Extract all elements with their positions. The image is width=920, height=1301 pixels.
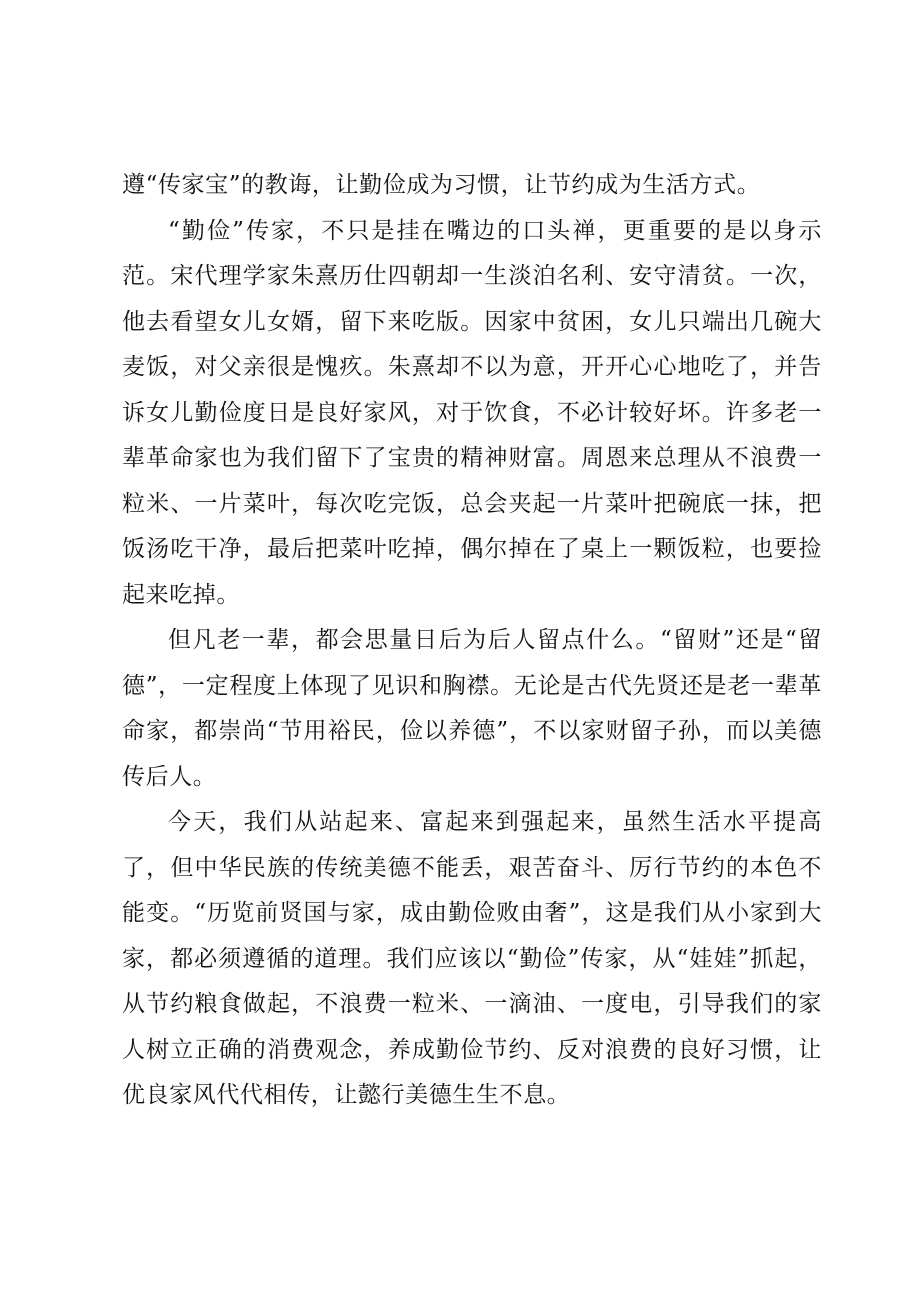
document-body [122, 163, 822, 1119]
paragraph-today: 今天，我们从站起来、富起来到强起来，虽然生活水平提高了，但中华民族的传统美德不能丢，艰苦奋斗、厉行节约的本色不能变。“历览前贤国与家，成由勤俭败由奢”，这是我们从小家到大家，都必须遵循的道理。我们应该以“勤俭”传家，从“娃娃”抓起，从节约粮食做起，不浪费一粒米、一滴油、一度电，引导我们的家人树立正确的消费观念，养成勤俭节约、反对浪费的良好习惯，让优良家风代代相传，让懿行美德生生不息。 [122, 809, 822, 1108]
paragraph-zhu-xi: “勤俭”传家，不只是挂在嘴边的口头禅，更重要的是以身示范。宋代理学家朱熹历仕四朝却一生淡泊名利、安守清贫。一次，他去看望女儿女婿，留下来吃版。因家中贫困，女儿只端出几碗大麦饭，对父亲很是愧疚。朱熹却不以为意，开开心心地吃了，并告诉女儿勤俭度日是良好家风，对于饮食，不必计较好坏。许多老一辈革命家也为我们留下了宝贵的精神财富。周恩来总理从不浪费一粒米、一片菜叶，每次吃完饭，总会夹起一片菜叶把碗底一抹，把饭汤吃干净，最后把菜叶吃掉，偶尔掉在了桌上一颗饭粒，也要捡起来吃掉。 [122, 217, 822, 608]
paragraph-legacy: 但凡老一辈，都会思量日后为后人留点什么。“留财”还是“留德”，一定程度上体现了见识和胸襟。无论是古代先贤还是老一辈革命家，都崇尚“节用裕民，俭以养德”，不以家财留子孙，而以美德传后人。 [122, 627, 822, 790]
paragraph-continuation: 遵“传家宝”的教诲，让勤俭成为习惯，让节约成为生活方式。 [122, 172, 761, 198]
